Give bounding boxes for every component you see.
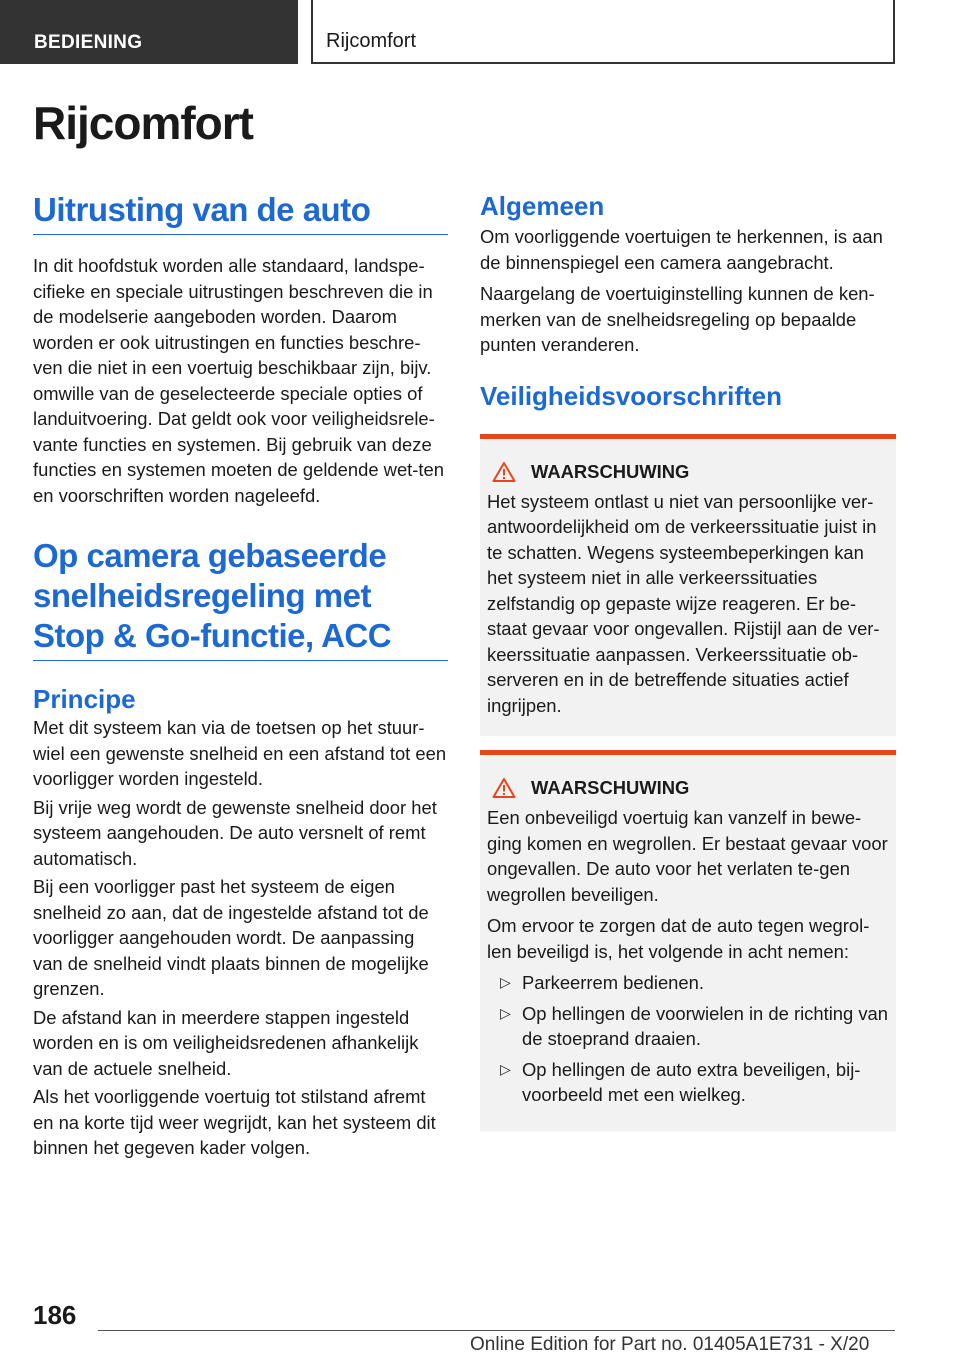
warning-header (487, 775, 888, 801)
warning-text: Een onbeveiligd voertuig kan vanzelf in bewe-ging komen en wegrollen. Er bestaat gevaar voor ongevallen. De auto voor het verlaten te-gen wegrollen beveiligen. (487, 807, 888, 905)
warning-box (480, 750, 896, 1131)
warning-header (487, 459, 888, 485)
list-item (487, 970, 888, 996)
page-title: Rijcomfort (33, 97, 253, 149)
warning-triangle-icon (492, 777, 516, 799)
warning-label: WAARSCHUWING (531, 777, 690, 798)
warning-text: Het systeem ontlast u niet van persoonlijke ver-antwoordelijkheid om de verkeerssituatie juist in te schatten. Wegens systeembeperkingen kan het systeem niet in alle verkeerssituaties zelfstandig op gepaste wijze reageren. Er be-staat gevaar voor ongevallen. Rijstijl aan de ver-keerssituatie aanpassen. Verkeerssituatie ob-serveren en in de betreffende situaties actief ingrijpen. (487, 490, 880, 716)
list-item-text: Op hellingen de auto extra beveiligen, bij-voorbeeld met een wielkeg. (522, 1058, 861, 1105)
warning-triangle-icon (492, 461, 516, 483)
list-item-text: Op hellingen de voorwielen in de richting van de stoeprand draaien. (522, 1002, 888, 1049)
principle-paragraph: Met dit systeem kan via de toetsen op het stuur-wiel een gewenste snelheid en een afstand tot een voorligger worden ingesteld. (33, 717, 447, 789)
principle-heading: Principe (33, 684, 136, 714)
warning-bullet-list (487, 970, 888, 1108)
list-item-text: Parkeerrem bedienen. (522, 972, 704, 993)
safety-heading: Veiligheidsvoorschriften (480, 380, 782, 411)
principle-paragraph: Bij een voorligger past het systeem de eigen snelheid zo aan, dat de ingestelde afstand tot de voorligger aangehouden wordt. De aanpassing van de snelheid vindt plaats binnen de mogelijke grenzen. (33, 876, 429, 999)
list-item (487, 1001, 888, 1052)
left-column (33, 190, 448, 1161)
page-number: 186 (33, 1300, 77, 1330)
edition-note: Online Edition for Part no. 01405A1E731 - X/20 (470, 1334, 870, 1355)
acc-heading: Op camera gebaseerde snelheidsregeling met Stop & Go-functie, ACC (33, 536, 448, 661)
triangle-right-outline-icon: ▷ (500, 974, 511, 990)
warning-box (480, 434, 896, 737)
equipment-text: In dit hoofdstuk worden alle standaard, landspe-cifieke en speciale uitrustingen beschreven die in de modelserie aangeboden worden. Daarom worden er ook uitrustingen en functies beschre-ven die niet in een voertuig beschikbaar zijn, bijv. omwille van de geselecteerde speciale opties of landuitvoering. Dat geldt ook voor veiligheidsrele-vante functies en systemen. Bij gebruik van deze functies en systemen moeten de geldende wet-ten en voorschriften worden nageleefd. (33, 255, 444, 506)
general-paragraph: Om voorliggende voertuigen te herkennen, is aan de binnenspiegel een camera aangebracht. (480, 226, 883, 273)
section-tab: BEDIENING (0, 0, 298, 64)
chapter-tab: Rijcomfort (311, 0, 895, 64)
general-heading: Algemeen (480, 191, 605, 221)
principle-paragraph: Bij vrije weg wordt de gewenste snelheid door het systeem aangehouden. De auto versnelt of remt automatisch. (33, 796, 437, 869)
warning-text: Om ervoor te zorgen dat de auto tegen wegrol-len beveiligd is, het volgende in acht nemen: (487, 915, 870, 962)
general-paragraph: Naargelang de voertuiginstelling kunnen de ken-merken van de snelheidsregeling op bepaalde punten veranderen. (480, 283, 875, 355)
triangle-right-outline-icon: ▷ (500, 1060, 511, 1077)
right-column (480, 190, 896, 1131)
triangle-right-outline-icon: ▷ (500, 1004, 511, 1021)
principle-paragraph: Als het voorliggende voertuig tot stilstand afremt en na korte tijd weer wegrijdt, kan het systeem dit binnen het gegeven kader volgen. (33, 1086, 436, 1158)
list-item (487, 1057, 888, 1108)
footer-divider (98, 1330, 895, 1331)
warning-label: WAARSCHUWING (531, 460, 690, 482)
equipment-heading: Uitrusting van de auto (33, 190, 448, 235)
principle-paragraph: De afstand kan in meerdere stappen ingesteld worden en is om veiligheidsredenen afhankelijk van de actuele snelheid. (33, 1006, 419, 1079)
